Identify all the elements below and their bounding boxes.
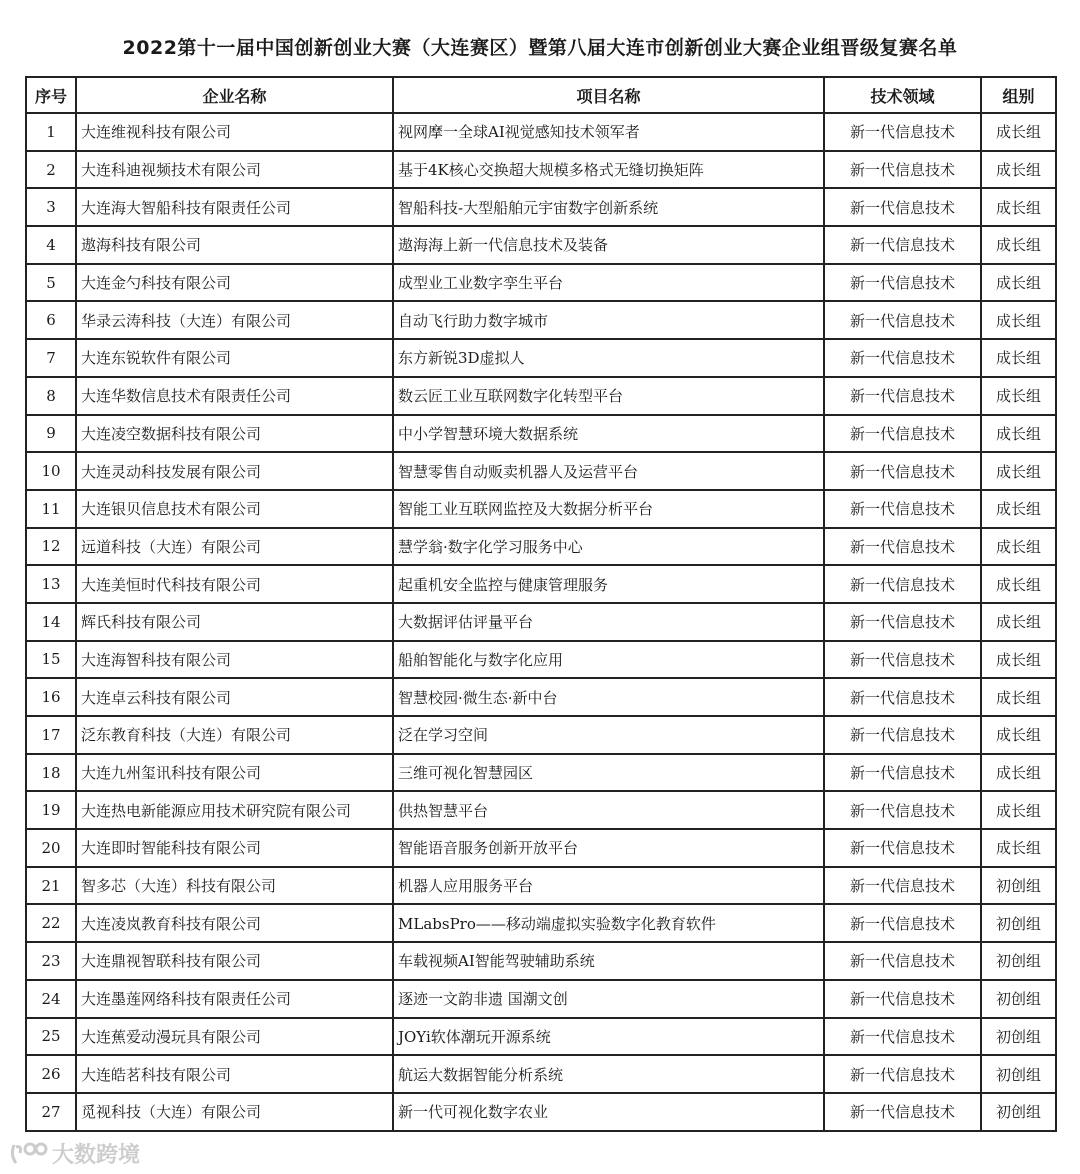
watermark-logo-icon (8, 1141, 48, 1167)
cell-field: 新一代信息技术 (824, 867, 981, 905)
table-row (26, 641, 1056, 679)
table-row (26, 980, 1056, 1018)
cell-group: 成长组 (981, 452, 1056, 490)
cell-group: 初创组 (981, 867, 1056, 905)
cell-company: 大连凌空数据科技有限公司 (76, 415, 393, 453)
cell-index: 15 (26, 641, 76, 679)
cell-field: 新一代信息技术 (824, 1055, 981, 1093)
watermark (8, 1138, 140, 1169)
cell-project: 起重机安全监控与健康管理服务 (393, 565, 824, 603)
cell-project: MLabsPro——移动端虚拟实验数字化教育软件 (393, 904, 824, 942)
cell-company: 辉氏科技有限公司 (76, 603, 393, 641)
cell-index: 26 (26, 1055, 76, 1093)
cell-index: 25 (26, 1018, 76, 1056)
cell-group: 成长组 (981, 603, 1056, 641)
table-row (26, 791, 1056, 829)
cell-project: 三维可视化智慧园区 (393, 754, 824, 792)
cell-field: 新一代信息技术 (824, 565, 981, 603)
cell-field: 新一代信息技术 (824, 1018, 981, 1056)
cell-group: 成长组 (981, 490, 1056, 528)
cell-company: 大连海大智船科技有限责任公司 (76, 188, 393, 226)
cell-index: 16 (26, 678, 76, 716)
cell-project: 慧学翁·数字化学习服务中心 (393, 528, 824, 566)
cell-group: 成长组 (981, 829, 1056, 867)
cell-company: 大连凌岚教育科技有限公司 (76, 904, 393, 942)
cell-field: 新一代信息技术 (824, 754, 981, 792)
table-row (26, 301, 1056, 339)
cell-group: 成长组 (981, 565, 1056, 603)
cell-field: 新一代信息技术 (824, 301, 981, 339)
cell-field: 新一代信息技术 (824, 980, 981, 1018)
cell-company: 大连皓茗科技有限公司 (76, 1055, 393, 1093)
table-row (26, 1055, 1056, 1093)
cell-project: 遨海海上新一代信息技术及装备 (393, 226, 824, 264)
cell-index: 2 (26, 151, 76, 189)
header-company: 企业名称 (76, 77, 393, 113)
table-row (26, 565, 1056, 603)
cell-project: 数云匠工业互联网数字化转型平台 (393, 377, 824, 415)
cell-index: 14 (26, 603, 76, 641)
table-row (26, 904, 1056, 942)
table-row (26, 151, 1056, 189)
cell-index: 24 (26, 980, 76, 1018)
watermark-text: 大数跨境 (52, 1143, 141, 1168)
header-index: 序号 (26, 77, 76, 113)
cell-project: 智慧校园·微生态·新中台 (393, 678, 824, 716)
cell-field: 新一代信息技术 (824, 904, 981, 942)
cell-index: 1 (26, 113, 76, 151)
cell-group: 成长组 (981, 716, 1056, 754)
cell-group: 成长组 (981, 188, 1056, 226)
cell-field: 新一代信息技术 (824, 942, 981, 980)
cell-group: 初创组 (981, 1055, 1056, 1093)
cell-field: 新一代信息技术 (824, 791, 981, 829)
cell-group: 初创组 (981, 904, 1056, 942)
cell-field: 新一代信息技术 (824, 264, 981, 302)
cell-group: 成长组 (981, 377, 1056, 415)
cell-group: 成长组 (981, 301, 1056, 339)
cell-company: 泛东教育科技（大连）有限公司 (76, 716, 393, 754)
cell-group: 成长组 (981, 678, 1056, 716)
cell-field: 新一代信息技术 (824, 113, 981, 151)
table-row (26, 867, 1056, 905)
table-row (26, 754, 1056, 792)
cell-project: 泛在学习空间 (393, 716, 824, 754)
table-row (26, 452, 1056, 490)
cell-field: 新一代信息技术 (824, 415, 981, 453)
header-group: 组别 (981, 77, 1056, 113)
cell-project: 中小学智慧环境大数据系统 (393, 415, 824, 453)
cell-index: 27 (26, 1093, 76, 1131)
cell-field: 新一代信息技术 (824, 226, 981, 264)
cell-group: 初创组 (981, 942, 1056, 980)
table-row (26, 415, 1056, 453)
cell-field: 新一代信息技术 (824, 151, 981, 189)
table-row (26, 716, 1056, 754)
cell-project: 东方新锐3D虚拟人 (393, 339, 824, 377)
cell-project: 大数据评估评量平台 (393, 603, 824, 641)
cell-group: 成长组 (981, 264, 1056, 302)
cell-index: 8 (26, 377, 76, 415)
cell-index: 11 (26, 490, 76, 528)
cell-project: 智能工业互联网监控及大数据分析平台 (393, 490, 824, 528)
cell-company: 大连墨莲网络科技有限责任公司 (76, 980, 393, 1018)
cell-company: 大连卓云科技有限公司 (76, 678, 393, 716)
cell-index: 10 (26, 452, 76, 490)
cell-project: 视网摩一全球AI视觉感知技术领军者 (393, 113, 824, 151)
cell-group: 初创组 (981, 1093, 1056, 1131)
cell-project: 智船科技-大型船舶元宇宙数字创新系统 (393, 188, 824, 226)
cell-field: 新一代信息技术 (824, 452, 981, 490)
cell-company: 觅视科技（大连）有限公司 (76, 1093, 393, 1131)
table-row (26, 1018, 1056, 1056)
cell-index: 20 (26, 829, 76, 867)
table-row (26, 490, 1056, 528)
cell-field: 新一代信息技术 (824, 377, 981, 415)
page-title: 2022第十一届中国创新创业大赛（大连赛区）暨第八届大连市创新创业大赛企业组晋级复赛名单 (122, 37, 958, 59)
cell-company: 大连维视科技有限公司 (76, 113, 393, 151)
header-field: 技术领域 (824, 77, 981, 113)
table-row (26, 113, 1056, 151)
cell-project: 智慧零售自动贩卖机器人及运营平台 (393, 452, 824, 490)
cell-field: 新一代信息技术 (824, 528, 981, 566)
cell-index: 12 (26, 528, 76, 566)
cell-field: 新一代信息技术 (824, 716, 981, 754)
cell-index: 13 (26, 565, 76, 603)
cell-project: 机器人应用服务平台 (393, 867, 824, 905)
table-row (26, 1093, 1056, 1131)
cell-company: 大连银贝信息技术有限公司 (76, 490, 393, 528)
cell-index: 17 (26, 716, 76, 754)
cell-project: 车载视频AI智能驾驶辅助系统 (393, 942, 824, 980)
table-row (26, 226, 1056, 264)
cell-field: 新一代信息技术 (824, 490, 981, 528)
cell-project: 自动飞行助力数字城市 (393, 301, 824, 339)
cell-project: 基于4K核心交换超大规模多格式无缝切换矩阵 (393, 151, 824, 189)
cell-group: 成长组 (981, 791, 1056, 829)
table-row (26, 678, 1056, 716)
cell-company: 大连美恒时代科技有限公司 (76, 565, 393, 603)
cell-group: 成长组 (981, 528, 1056, 566)
cell-index: 7 (26, 339, 76, 377)
table-row (26, 339, 1056, 377)
cell-index: 21 (26, 867, 76, 905)
table-row (26, 377, 1056, 415)
cell-index: 18 (26, 754, 76, 792)
cell-field: 新一代信息技术 (824, 641, 981, 679)
cell-company: 智多芯（大连）科技有限公司 (76, 867, 393, 905)
cell-group: 成长组 (981, 151, 1056, 189)
table-row (26, 188, 1056, 226)
cell-company: 大连九州玺讯科技有限公司 (76, 754, 393, 792)
cell-company: 大连金勺科技有限公司 (76, 264, 393, 302)
cell-field: 新一代信息技术 (824, 603, 981, 641)
cell-field: 新一代信息技术 (824, 678, 981, 716)
table-row (26, 829, 1056, 867)
cell-company: 大连鼎视智联科技有限公司 (76, 942, 393, 980)
cell-group: 成长组 (981, 339, 1056, 377)
cell-company: 大连灵动科技发展有限公司 (76, 452, 393, 490)
cell-index: 22 (26, 904, 76, 942)
cell-group: 成长组 (981, 113, 1056, 151)
cell-company: 大连即时智能科技有限公司 (76, 829, 393, 867)
table-row (26, 942, 1056, 980)
cell-project: 智能语音服务创新开放平台 (393, 829, 824, 867)
cell-project: JOYi软体潮玩开源系统 (393, 1018, 824, 1056)
cell-field: 新一代信息技术 (824, 339, 981, 377)
cell-group: 初创组 (981, 1018, 1056, 1056)
cell-company: 远道科技（大连）有限公司 (76, 528, 393, 566)
table-header-row (26, 77, 1056, 113)
cell-company: 大连海智科技有限公司 (76, 641, 393, 679)
cell-field: 新一代信息技术 (824, 188, 981, 226)
cell-index: 5 (26, 264, 76, 302)
cell-company: 大连科迪视频技术有限公司 (76, 151, 393, 189)
cell-group: 成长组 (981, 754, 1056, 792)
cell-company: 大连华数信息技术有限责任公司 (76, 377, 393, 415)
cell-project: 船舶智能化与数字化应用 (393, 641, 824, 679)
cell-project: 成型业工业数字孪生平台 (393, 264, 824, 302)
cell-index: 4 (26, 226, 76, 264)
table-row (26, 603, 1056, 641)
results-table (25, 76, 1057, 1132)
cell-index: 19 (26, 791, 76, 829)
cell-company: 大连蕉爱动漫玩具有限公司 (76, 1018, 393, 1056)
cell-field: 新一代信息技术 (824, 829, 981, 867)
cell-project: 逐迹一文韵非遗 国潮文创 (393, 980, 824, 1018)
cell-index: 23 (26, 942, 76, 980)
cell-index: 3 (26, 188, 76, 226)
cell-index: 9 (26, 415, 76, 453)
cell-field: 新一代信息技术 (824, 1093, 981, 1131)
cell-project: 新一代可视化数字农业 (393, 1093, 824, 1131)
cell-group: 成长组 (981, 415, 1056, 453)
cell-company: 大连热电新能源应用技术研究院有限公司 (76, 791, 393, 829)
cell-index: 6 (26, 301, 76, 339)
cell-project: 供热智慧平台 (393, 791, 824, 829)
cell-group: 成长组 (981, 641, 1056, 679)
cell-group: 成长组 (981, 226, 1056, 264)
cell-project: 航运大数据智能分析系统 (393, 1055, 824, 1093)
cell-company: 华录云涛科技（大连）有限公司 (76, 301, 393, 339)
cell-company: 大连东锐软件有限公司 (76, 339, 393, 377)
cell-company: 遨海科技有限公司 (76, 226, 393, 264)
table-row (26, 528, 1056, 566)
table-row (26, 264, 1056, 302)
cell-group: 初创组 (981, 980, 1056, 1018)
header-project: 项目名称 (393, 77, 824, 113)
